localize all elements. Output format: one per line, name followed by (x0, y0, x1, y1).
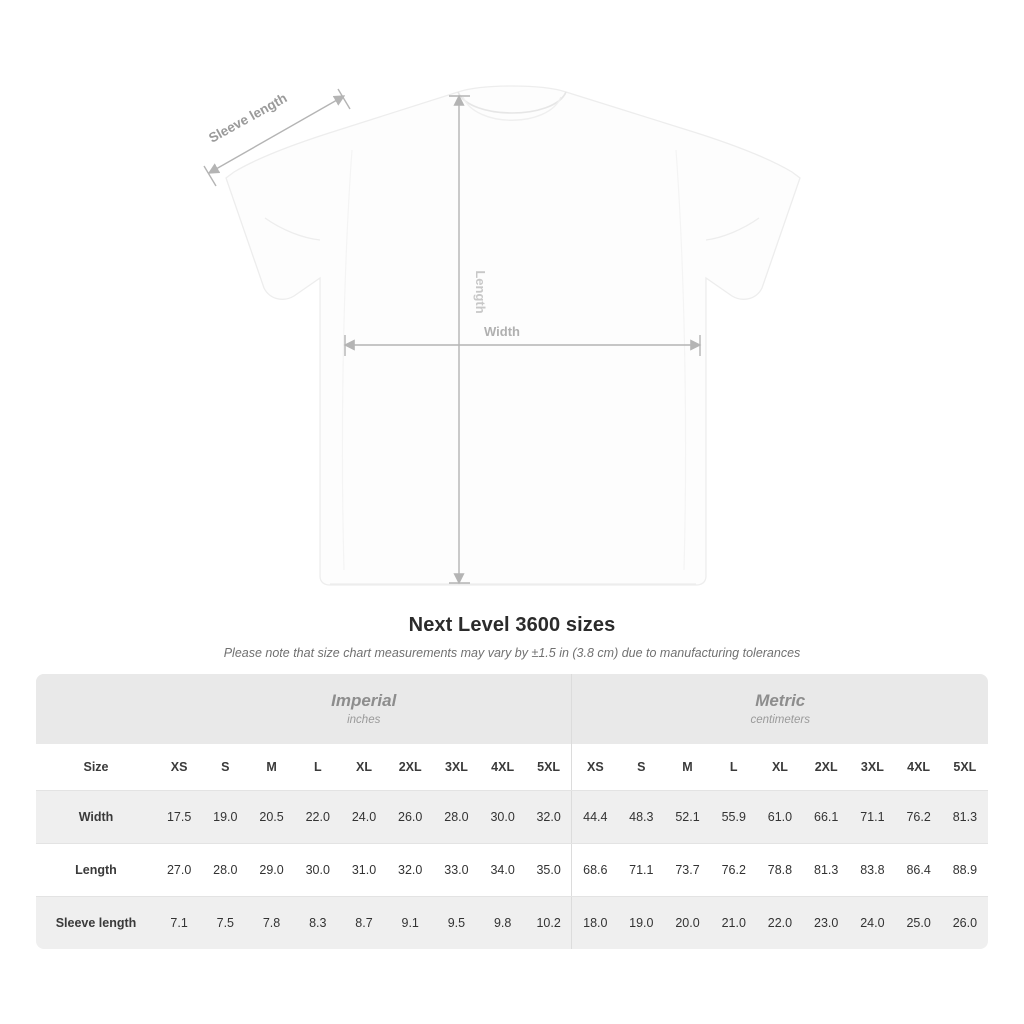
size-header-imperial-xs: XS (156, 744, 202, 791)
cell-sleeve-metric-m: 20.0 (664, 897, 710, 950)
cell-sleeve-imperial-s: 7.5 (202, 897, 248, 950)
cell-length-metric-2xl: 81.3 (803, 844, 849, 897)
cell-width-imperial-3xl: 28.0 (433, 791, 479, 844)
cell-sleeve-metric-3xl: 24.0 (849, 897, 895, 950)
cell-sleeve-metric-4xl: 25.0 (896, 897, 942, 950)
size-header-metric-5xl: 5XL (942, 744, 988, 791)
cell-width-imperial-m: 20.5 (248, 791, 294, 844)
table-body (36, 791, 988, 950)
size-header-metric-4xl: 4XL (896, 744, 942, 791)
cell-length-metric-s: 71.1 (618, 844, 664, 897)
cell-sleeve-imperial-xl: 8.7 (341, 897, 387, 950)
cell-length-imperial-xs: 27.0 (156, 844, 202, 897)
table-row (36, 897, 988, 950)
cell-length-metric-4xl: 86.4 (896, 844, 942, 897)
cell-length-imperial-3xl: 33.0 (433, 844, 479, 897)
unit-header-imperial (156, 674, 572, 744)
cell-sleeve-imperial-2xl: 9.1 (387, 897, 433, 950)
unit-name-imperial: Imperial (331, 691, 397, 711)
size-header-imperial-2xl: 2XL (387, 744, 433, 791)
cell-length-imperial-l: 30.0 (295, 844, 341, 897)
cell-sleeve-metric-s: 19.0 (618, 897, 664, 950)
cell-length-imperial-2xl: 32.0 (387, 844, 433, 897)
tolerance-note: Please note that size chart measurements may vary by ±1.5 in (3.8 cm) due to manufacturing tolerances (223, 646, 801, 660)
size-chart-table (36, 674, 988, 949)
cell-width-imperial-4xl: 30.0 (480, 791, 526, 844)
row-label-length: Length (36, 844, 156, 897)
cell-sleeve-metric-5xl: 26.0 (942, 897, 988, 950)
table-row (36, 844, 988, 897)
cell-width-metric-4xl: 76.2 (896, 791, 942, 844)
table-head (36, 674, 988, 791)
cell-sleeve-metric-xl: 22.0 (757, 897, 803, 950)
cell-length-metric-l: 76.2 (711, 844, 757, 897)
size-header-metric-s: S (618, 744, 664, 791)
cell-sleeve-metric-xs: 18.0 (572, 897, 618, 950)
cell-width-metric-3xl: 71.1 (849, 791, 895, 844)
cell-width-imperial-xl: 24.0 (341, 791, 387, 844)
cell-sleeve-imperial-l: 8.3 (295, 897, 341, 950)
size-chart-table-wrap (36, 674, 988, 949)
cell-width-imperial-l: 22.0 (295, 791, 341, 844)
size-header-metric-3xl: 3XL (849, 744, 895, 791)
cell-width-imperial-5xl: 32.0 (526, 791, 572, 844)
cell-width-metric-xs: 44.4 (572, 791, 618, 844)
row-label-width: Width (36, 791, 156, 844)
title-block (0, 614, 1024, 660)
size-header-imperial-s: S (202, 744, 248, 791)
unit-sub-metric: centimeters (750, 713, 810, 726)
cell-width-metric-2xl: 66.1 (803, 791, 849, 844)
cell-length-metric-5xl: 88.9 (942, 844, 988, 897)
cell-length-metric-xl: 78.8 (757, 844, 803, 897)
cell-length-imperial-m: 29.0 (248, 844, 294, 897)
cell-width-metric-s: 48.3 (618, 791, 664, 844)
cell-length-imperial-5xl: 35.0 (526, 844, 572, 897)
cell-length-metric-xs: 68.6 (572, 844, 618, 897)
size-header-metric-m: M (664, 744, 710, 791)
page-title: Next Level 3600 sizes (408, 614, 616, 636)
cell-sleeve-imperial-m: 7.8 (248, 897, 294, 950)
unit-header-corner (36, 674, 156, 744)
cell-width-metric-m: 52.1 (664, 791, 710, 844)
cell-width-metric-xl: 61.0 (757, 791, 803, 844)
cell-sleeve-imperial-xs: 7.1 (156, 897, 202, 950)
cell-width-imperial-s: 19.0 (202, 791, 248, 844)
length-label: Length (473, 270, 488, 314)
cell-width-metric-l: 55.9 (711, 791, 757, 844)
cell-sleeve-imperial-5xl: 10.2 (526, 897, 572, 950)
size-header-imperial-m: M (248, 744, 294, 791)
table-row (36, 791, 988, 844)
size-header-imperial-5xl: 5XL (526, 744, 572, 791)
unit-sub-imperial: inches (347, 713, 381, 726)
size-header-metric-l: L (711, 744, 757, 791)
size-header-imperial-3xl: 3XL (433, 744, 479, 791)
unit-header-row (36, 674, 988, 744)
size-header-imperial-xl: XL (341, 744, 387, 791)
width-label: Width (484, 324, 520, 339)
size-header-imperial-l: L (295, 744, 341, 791)
unit-name-metric: Metric (755, 691, 806, 711)
sleeve-length-label: Sleeve length (206, 90, 290, 146)
unit-header-metric (572, 674, 988, 744)
cell-length-imperial-s: 28.0 (202, 844, 248, 897)
size-header-imperial-4xl: 4XL (480, 744, 526, 791)
size-header-metric-2xl: 2XL (803, 744, 849, 791)
cell-width-imperial-2xl: 26.0 (387, 791, 433, 844)
size-header-label: Size (36, 744, 156, 791)
size-header-row (36, 744, 988, 791)
cell-sleeve-metric-2xl: 23.0 (803, 897, 849, 950)
cell-length-imperial-4xl: 34.0 (480, 844, 526, 897)
cell-length-metric-3xl: 83.8 (849, 844, 895, 897)
cell-sleeve-imperial-3xl: 9.5 (433, 897, 479, 950)
cell-width-metric-5xl: 81.3 (942, 791, 988, 844)
cell-length-imperial-xl: 31.0 (341, 844, 387, 897)
cell-length-metric-m: 73.7 (664, 844, 710, 897)
size-header-metric-xl: XL (757, 744, 803, 791)
cell-sleeve-imperial-4xl: 9.8 (480, 897, 526, 950)
cell-sleeve-metric-l: 21.0 (711, 897, 757, 950)
cell-width-imperial-xs: 17.5 (156, 791, 202, 844)
row-label-sleeve-length: Sleeve length (36, 897, 156, 950)
size-header-metric-xs: XS (572, 744, 618, 791)
